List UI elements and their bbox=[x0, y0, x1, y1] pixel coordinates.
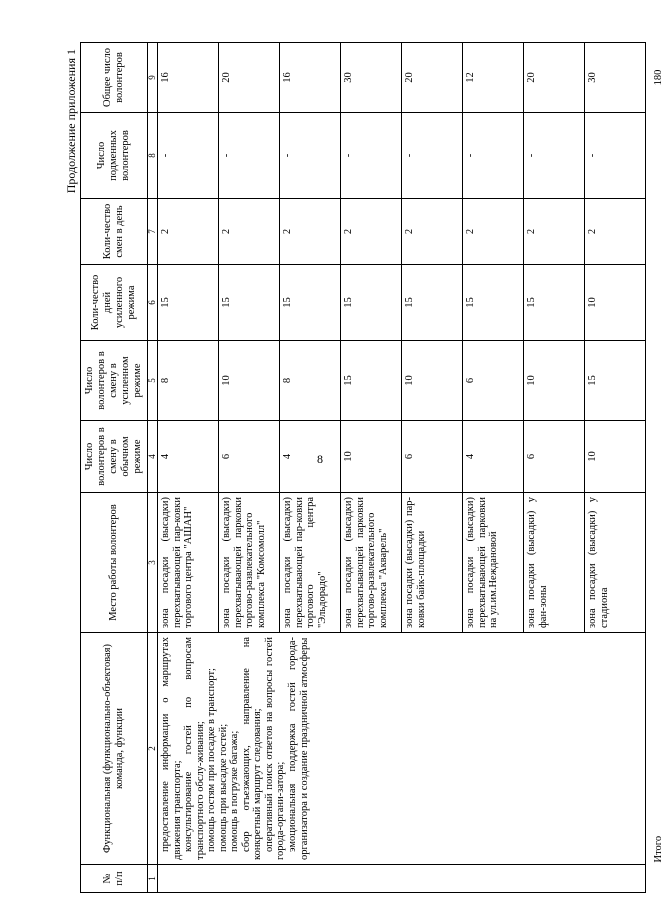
substitute-count: - bbox=[341, 113, 402, 199]
column-number: 5 bbox=[148, 341, 158, 421]
normal-count: 6 bbox=[402, 421, 463, 493]
total-count: 20 bbox=[219, 43, 280, 113]
column-number: 2 bbox=[148, 633, 158, 865]
header-cell: Число волонтеров в смену в обычном режиме bbox=[81, 421, 148, 493]
total-count: 20 bbox=[402, 43, 463, 113]
function-item: консультирование гостей по вопросам транспортного обслу-живания; bbox=[183, 637, 206, 860]
normal-count: 6 bbox=[524, 421, 585, 493]
substitute-count: - bbox=[463, 113, 524, 199]
continuation-caption: Продолжение приложения 1 bbox=[64, 49, 78, 194]
shifts-count: 2 bbox=[219, 199, 280, 265]
total-count: 16 bbox=[280, 43, 341, 113]
total-count: 20 bbox=[524, 43, 585, 113]
function-item: оперативный поиск ответов на вопросы гостей города-органи-затора; bbox=[263, 637, 287, 860]
header-cell: Коли-чество дней усиленного режима bbox=[81, 265, 148, 341]
enhanced-count: 10 bbox=[219, 341, 280, 421]
enhanced-count: 15 bbox=[341, 341, 402, 421]
column-number: 8 bbox=[148, 113, 158, 199]
normal-count: 6 bbox=[219, 421, 280, 493]
normal-count: 10 bbox=[585, 421, 646, 493]
days-count: 15 bbox=[341, 265, 402, 341]
place-cell: зона посадки (высадки) перехватывающей парковки на ул.им.Неждановой bbox=[463, 493, 524, 633]
header-cell: Общее число волонтеров bbox=[81, 43, 148, 113]
normal-count: 10 bbox=[341, 421, 402, 493]
function-item: помощь в погрузке багажа; bbox=[229, 730, 241, 852]
function-item: помощь гостям при посадке в транспорт; bbox=[206, 668, 218, 852]
substitute-count: - bbox=[219, 113, 280, 199]
column-number: 9 bbox=[148, 43, 158, 113]
shifts-count: 2 bbox=[463, 199, 524, 265]
function-cell bbox=[158, 633, 646, 865]
shifts-count: 2 bbox=[585, 199, 646, 265]
days-count: 15 bbox=[219, 265, 280, 341]
page-number: 8 bbox=[317, 452, 323, 466]
place-cell: зона посадки (высадки) у стадиона bbox=[585, 493, 646, 633]
function-item: предоставление информации о маршрутах движения транспорта; bbox=[160, 637, 183, 860]
place-cell: зона посадки (высадки) пар-ковки байк-площадки bbox=[402, 493, 463, 633]
table-row bbox=[158, 43, 219, 893]
total-value: 180 bbox=[652, 69, 664, 86]
total-count: 16 bbox=[158, 43, 219, 113]
shifts-count: 2 bbox=[280, 199, 341, 265]
total-count: 30 bbox=[585, 43, 646, 113]
place-cell: зона посадки (высадки) перехватывающей пар-ковки торгового центра "АШАН" bbox=[158, 493, 219, 633]
days-count: 15 bbox=[402, 265, 463, 341]
function-item: сбор отъезжающих, направление на конкретный маршрут следования; bbox=[240, 637, 264, 860]
total-count: 30 bbox=[341, 43, 402, 113]
function-item: эмоциональная поддержка гостей города-организатора и создание праздничной атмосферы bbox=[287, 637, 310, 860]
days-count: 10 bbox=[585, 265, 646, 341]
header-cell: Коли-чество смен в день bbox=[81, 199, 148, 265]
header-row bbox=[81, 43, 148, 893]
column-number: 1 bbox=[148, 865, 158, 893]
place-cell: зона посадки (высадки) перехватывающей парковки торгово-развлекательного комплекса "Акварель" bbox=[341, 493, 402, 633]
enhanced-count: 6 bbox=[463, 341, 524, 421]
days-count: 15 bbox=[524, 265, 585, 341]
normal-count: 4 bbox=[280, 421, 341, 493]
enhanced-count: 10 bbox=[402, 341, 463, 421]
column-number: 6 bbox=[148, 265, 158, 341]
total-row bbox=[646, 43, 670, 893]
header-cell: Число подменных волонтеров bbox=[81, 113, 148, 199]
enhanced-count: 15 bbox=[585, 341, 646, 421]
total-count: 12 bbox=[463, 43, 524, 113]
substitute-count: - bbox=[585, 113, 646, 199]
shifts-count: 2 bbox=[341, 199, 402, 265]
substitute-count: - bbox=[402, 113, 463, 199]
total-spacer bbox=[646, 113, 670, 633]
enhanced-count: 8 bbox=[280, 341, 341, 421]
substitute-count: - bbox=[524, 113, 585, 199]
volunteer-table bbox=[80, 42, 670, 893]
shifts-count: 2 bbox=[402, 199, 463, 265]
header-cell: Число волонтеров в смену в усиленном режиме bbox=[81, 341, 148, 421]
substitute-count: - bbox=[158, 113, 219, 199]
days-count: 15 bbox=[158, 265, 219, 341]
column-number: 4 bbox=[148, 421, 158, 493]
column-number: 7 bbox=[148, 199, 158, 265]
days-count: 15 bbox=[463, 265, 524, 341]
days-count: 15 bbox=[280, 265, 341, 341]
place-cell: зона посадки (высадки) перехватывающей пар-ковки торгового центра "Эльдорадо" bbox=[280, 493, 341, 633]
column-number: 3 bbox=[148, 493, 158, 633]
total-label: Итого bbox=[652, 835, 664, 863]
enhanced-count: 8 bbox=[158, 341, 219, 421]
header-cell: Место работы волонтеров bbox=[81, 493, 148, 633]
column-number-row bbox=[148, 43, 158, 893]
enhanced-count: 10 bbox=[524, 341, 585, 421]
normal-count: 4 bbox=[463, 421, 524, 493]
rotated-table-block bbox=[62, 43, 670, 893]
shifts-count: 2 bbox=[158, 199, 219, 265]
row-number bbox=[158, 865, 646, 893]
substitute-count: - bbox=[280, 113, 341, 199]
function-item: помощь при высадке гостей; bbox=[217, 723, 229, 852]
place-cell: зона посадки (высадки) перехватывающей парковки торгово-развлекательного комплекса "Комсомолл" bbox=[219, 493, 280, 633]
shifts-count: 2 bbox=[524, 199, 585, 265]
normal-count: 4 bbox=[158, 421, 219, 493]
place-cell: зона посадки (высадки) у фан-зоны bbox=[524, 493, 585, 633]
header-cell: Функциональная (функционально-объектовая) команда, функции bbox=[81, 633, 148, 865]
header-cell: № п/п bbox=[81, 865, 148, 893]
